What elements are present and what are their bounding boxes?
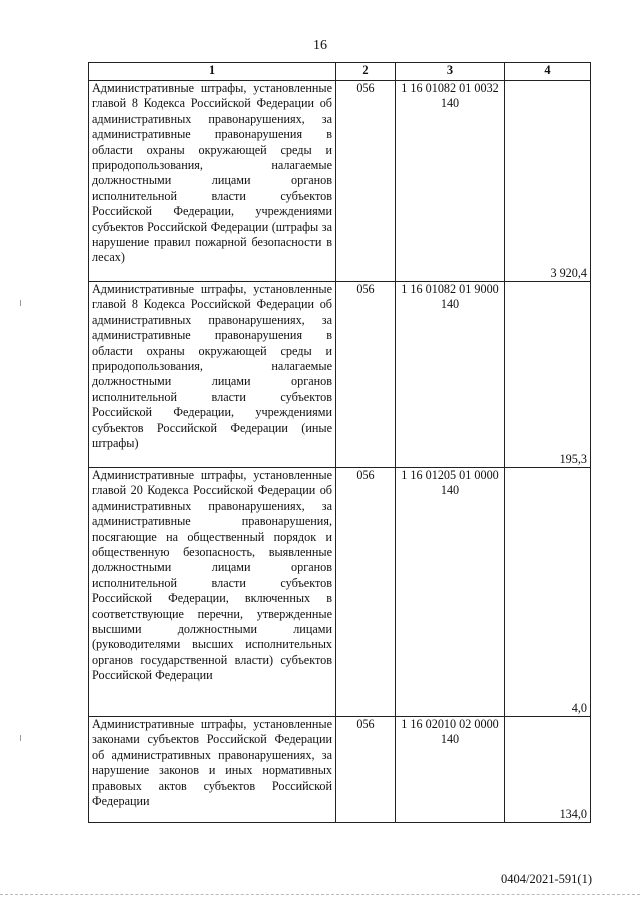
- amount-cell: 195,3: [505, 282, 591, 468]
- amount-cell: 4,0: [505, 468, 591, 717]
- administrator-code-cell: 056: [336, 468, 396, 717]
- revenue-name-cell: Административные штрафы, установленные главой 8 Кодекса Российской Федерации об административных правонарушениях, за административные правонарушения в области охраны окружающей среды и природопользования, налагаемые должностными лицами органов исполнительной власти субъектов Российской Федерации, учреждениями субъектов Российской Федерации (штрафы за нарушение правил пожарной безопасности в лесах): [89, 81, 336, 282]
- administrator-code-cell: 056: [336, 81, 396, 282]
- header-col-1: 1: [89, 63, 336, 81]
- page-number: 16: [313, 38, 327, 53]
- classification-code-cell: 1 16 01205 01 0000 140: [396, 468, 505, 717]
- scan-mark: [20, 735, 21, 741]
- administrator-code-cell: 056: [336, 282, 396, 468]
- revenue-name-cell: Административные штрафы, установленные главой 8 Кодекса Российской Федерации об административных правонарушениях, за административные правонарушения в области охраны окружающей среды и природопользования, налагаемые должностными лицами органов исполнительной власти субъектов Российской Федерации, учреждениями субъектов Российской Федерации (иные штрафы): [89, 282, 336, 468]
- table-row: [89, 81, 591, 282]
- header-col-3: 3: [396, 63, 505, 81]
- revenue-name-cell: Административные штрафы, установленные главой 20 Кодекса Российской Федерации об административных правонарушениях, за административные правонарушения, посягающие на общественный порядок и общественную безопасность, выявленные должностными лицами органов исполнительной власти субъектов Российской Федерации, включенных в соответствующие перечни, утвержденные высшими должностными лицами (руководителями высших исполнительных органов государственной власти) субъектов Российской Федерации: [89, 468, 336, 717]
- page-bottom-divider: [0, 894, 640, 895]
- classification-code-cell: 1 16 02010 02 0000 140: [396, 717, 505, 823]
- table-header-row: [89, 63, 591, 81]
- revenue-name-cell: Административные штрафы, установленные законами субъектов Российской Федерации об административных правонарушениях, за нарушение законов и иных нормативных правовых актов субъектов Российской Федерации: [89, 717, 336, 823]
- table-row: [89, 717, 591, 823]
- administrator-code-cell: 056: [336, 717, 396, 823]
- classification-code-cell: 1 16 01082 01 9000 140: [396, 282, 505, 468]
- document-code: 0404/2021-591(1): [501, 872, 592, 886]
- revenue-table: [88, 62, 591, 823]
- classification-code-cell: 1 16 01082 01 0032 140: [396, 81, 505, 282]
- table-row: [89, 282, 591, 468]
- amount-cell: 3 920,4: [505, 81, 591, 282]
- scan-mark: [20, 300, 21, 306]
- amount-cell: 134,0: [505, 717, 591, 823]
- header-col-4: 4: [505, 63, 591, 81]
- table-row: [89, 468, 591, 717]
- header-col-2: 2: [336, 63, 396, 81]
